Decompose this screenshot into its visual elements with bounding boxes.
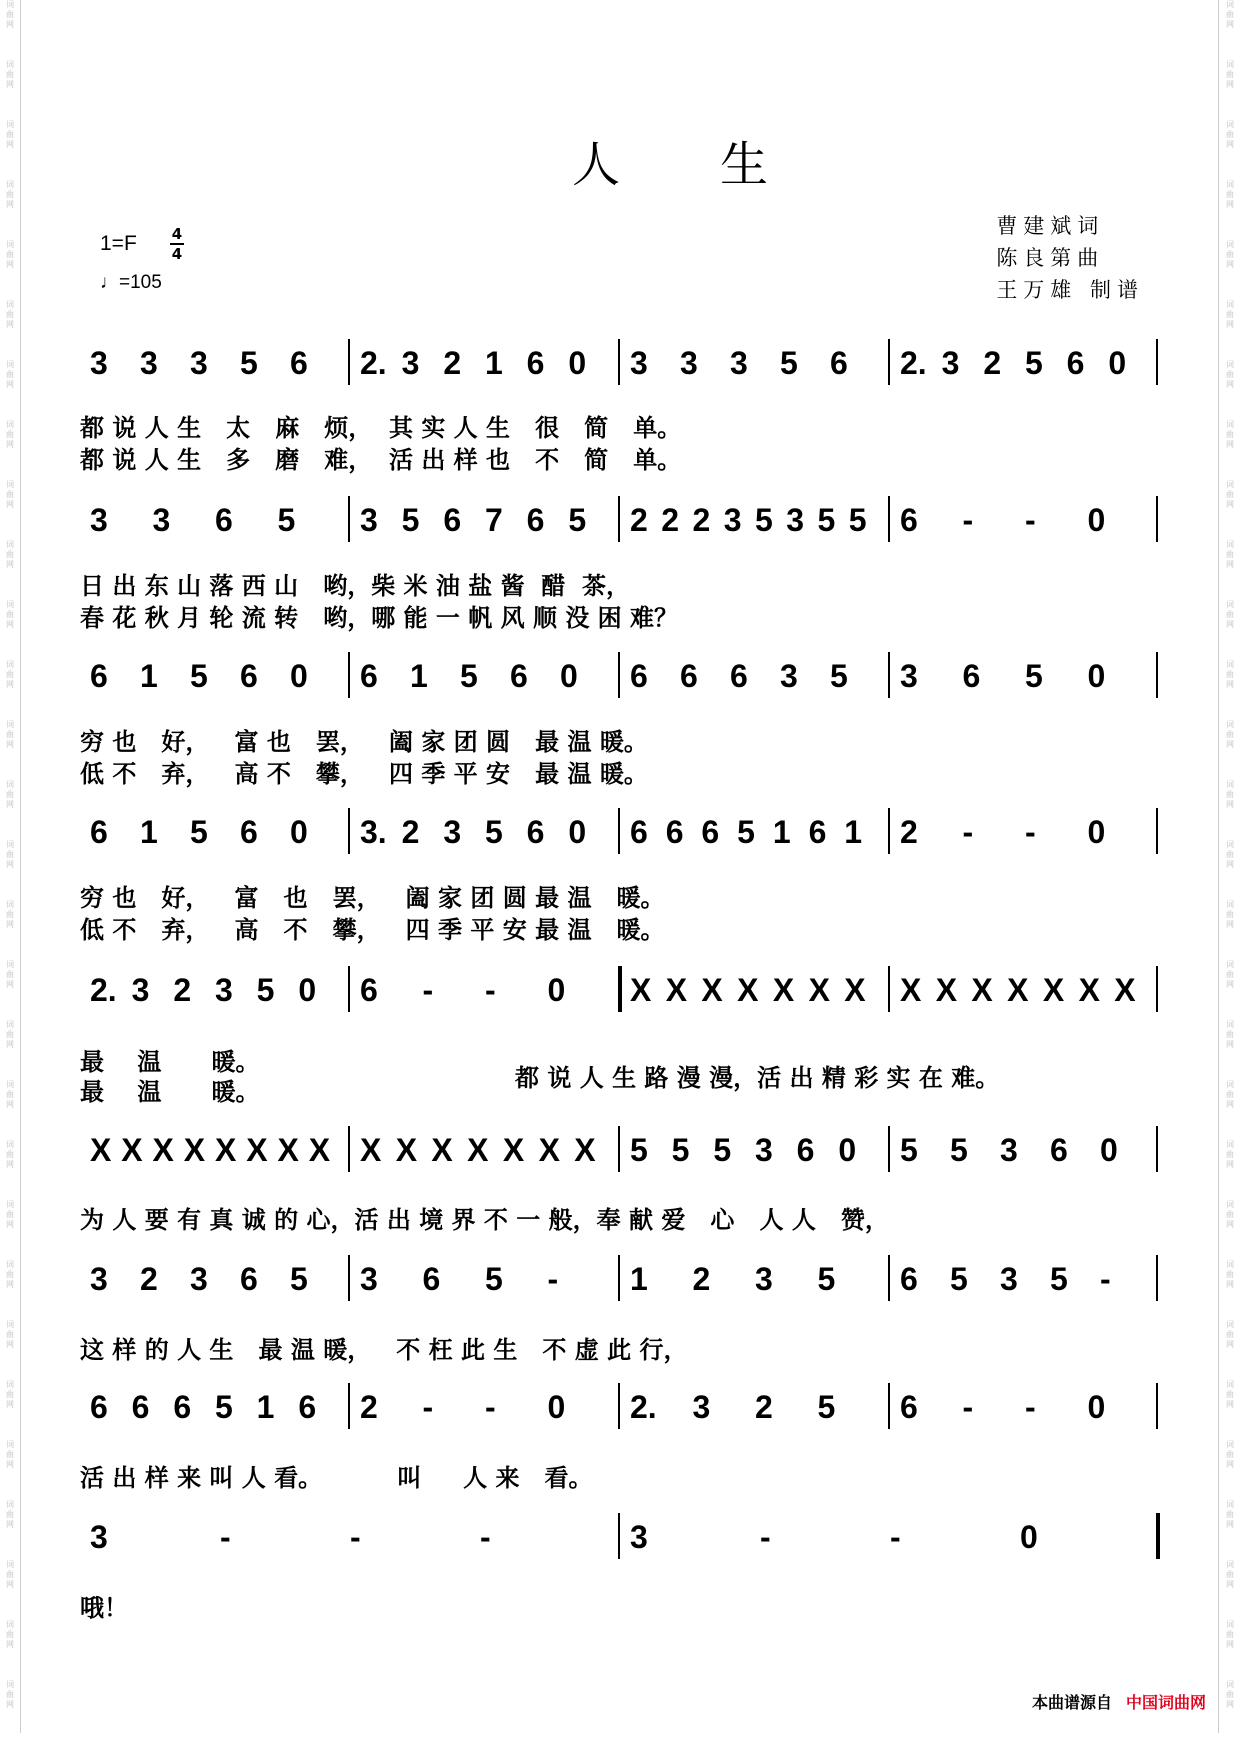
tempo-marking: ♩=105 xyxy=(100,272,162,293)
note: 5 xyxy=(630,1132,648,1168)
note: 7 xyxy=(485,502,503,538)
note: 5 xyxy=(950,1132,968,1168)
note: X xyxy=(900,972,922,1008)
note: X xyxy=(772,972,795,1008)
note: X xyxy=(1114,972,1136,1008)
note: - xyxy=(422,1389,434,1425)
note: 6 xyxy=(443,502,462,538)
barline xyxy=(348,339,350,385)
note: 3 xyxy=(786,502,805,538)
note: X xyxy=(183,1132,206,1168)
note: 2 xyxy=(755,1389,773,1425)
note: X xyxy=(246,1132,268,1168)
barline xyxy=(1156,652,1158,698)
note: 2 xyxy=(900,814,918,850)
notation-line xyxy=(80,1389,1160,1435)
note: 5 xyxy=(830,658,848,694)
note: 1 xyxy=(140,814,158,850)
note: 0 xyxy=(1020,1519,1038,1555)
note: X xyxy=(395,1132,418,1168)
note: - xyxy=(485,1389,496,1425)
lyric-line: 低 不 弃， 高 不 攀， 四 季 平 安 最 温 暖。 xyxy=(80,916,665,944)
note: X xyxy=(701,972,723,1008)
barline xyxy=(618,1126,620,1172)
note: 3 xyxy=(90,1519,108,1555)
credits xyxy=(996,210,1144,306)
note: 6 xyxy=(808,814,827,850)
note: 3 xyxy=(360,502,378,538)
note: X xyxy=(152,1132,174,1168)
lyric-line: 日 出 东 山 落 西 山 哟，柴 米 油 盐 酱 醋 茶， xyxy=(80,572,631,600)
note: 5 xyxy=(817,1389,836,1425)
note: 6 xyxy=(510,658,528,694)
note: 3 xyxy=(360,1261,378,1297)
note: 5 xyxy=(190,658,208,694)
lyric-line: 都 说 人 生 太 麻 烦， 其 实 人 生 很 简 单。 xyxy=(80,414,682,442)
note: 3 xyxy=(140,345,158,381)
note: 1 xyxy=(485,345,503,381)
notation-line xyxy=(80,502,1160,548)
notation-line xyxy=(80,1132,1160,1178)
lyric-line: 哦！ xyxy=(80,1594,128,1622)
time-signature: 4 4 xyxy=(171,225,183,263)
note: 2 xyxy=(692,1261,711,1297)
note: 3 xyxy=(152,502,171,538)
note: - xyxy=(422,972,434,1008)
note: 0 xyxy=(560,658,578,694)
note: 2. xyxy=(900,345,927,381)
notation-line xyxy=(80,1519,1160,1565)
note: 5 xyxy=(755,502,773,538)
note: 5 xyxy=(848,502,867,538)
barline xyxy=(1156,1383,1158,1429)
note: 0 xyxy=(290,658,308,694)
barline xyxy=(888,1255,890,1301)
barline xyxy=(888,496,890,542)
note: 0 xyxy=(547,972,566,1008)
note: 5 xyxy=(1025,345,1043,381)
note: - xyxy=(1100,1261,1111,1297)
note: 3 xyxy=(730,345,748,381)
note: X xyxy=(1007,972,1029,1008)
lyric-line: 低 不 弃， 高 不 攀， 四 季 平 安 最 温 暖。 xyxy=(80,760,648,788)
note: 5 xyxy=(817,502,836,538)
note: 5 xyxy=(277,502,296,538)
note: 6 xyxy=(215,502,233,538)
note: 3 xyxy=(90,502,108,538)
note: X xyxy=(574,1132,596,1168)
barline xyxy=(618,652,620,698)
note: X xyxy=(1078,972,1100,1008)
barline xyxy=(888,1383,890,1429)
note: 0 xyxy=(298,972,317,1008)
note: 5 xyxy=(1050,1261,1068,1297)
note: 2 xyxy=(360,1389,378,1425)
note: 5 xyxy=(1025,658,1043,694)
note: - xyxy=(1025,814,1036,850)
notation-line xyxy=(80,972,1160,1018)
note: 5 xyxy=(900,1132,918,1168)
note: X xyxy=(844,972,866,1008)
note: 2 xyxy=(140,1261,158,1297)
note: 0 xyxy=(1100,1132,1118,1168)
note: X xyxy=(502,1132,525,1168)
lyric-line: 都 说 人 生 路 漫 漫，活 出 精 彩 实 在 难。 xyxy=(515,1064,1000,1092)
note: 1 xyxy=(772,814,791,850)
barline xyxy=(618,1513,620,1559)
barline xyxy=(618,966,622,1012)
note: 0 xyxy=(290,814,308,850)
lyric-line: 这 样 的 人 生 最 温 暖， 不 枉 此 生 不 虚 此 行， xyxy=(80,1336,688,1364)
note: 6 xyxy=(1050,1132,1068,1168)
note: 0 xyxy=(1087,1389,1106,1425)
note: X xyxy=(90,1132,112,1168)
note: 2 xyxy=(443,345,462,381)
lyric-line: 为 人 要 有 真 诚 的 心，活 出 境 界 不 一 般，奉 献 爱 心 人 人 赞， xyxy=(80,1206,889,1234)
note: 6 xyxy=(131,1389,150,1425)
note: 1 xyxy=(140,658,158,694)
note: 3 xyxy=(1000,1132,1018,1168)
note: 6 xyxy=(630,814,648,850)
note: 6 xyxy=(526,345,545,381)
note: 6 xyxy=(665,814,684,850)
left-border xyxy=(20,0,21,1733)
note: X xyxy=(665,972,688,1008)
barline xyxy=(1156,339,1158,385)
note: X xyxy=(467,1132,489,1168)
note: - xyxy=(962,814,974,850)
note: 6 xyxy=(240,1261,258,1297)
note: 1 xyxy=(256,1389,275,1425)
lyric-line: 春 花 秋 月 轮 流 转 哟，哪 能 一 帆 风 顺 没 困 难？ xyxy=(80,604,679,632)
note: 5 xyxy=(817,1261,836,1297)
note: 3. xyxy=(360,814,387,850)
note: 0 xyxy=(1108,345,1127,381)
barline xyxy=(348,1126,350,1172)
note: - xyxy=(890,1519,901,1555)
lyric-line: 穷 也 好， 富 也 罢， 阖 家 团 圆 最 温 暖。 xyxy=(80,884,665,912)
note: 6 xyxy=(701,814,720,850)
note: 6 xyxy=(360,972,378,1008)
note: X xyxy=(630,972,652,1008)
note: 3 xyxy=(630,1519,648,1555)
note: 5 xyxy=(290,1261,308,1297)
note: 2 xyxy=(983,345,1002,381)
note: 5 xyxy=(401,502,420,538)
note: - xyxy=(962,502,974,538)
barline xyxy=(1156,496,1158,542)
note: 2 xyxy=(692,502,711,538)
note: 6 xyxy=(360,658,378,694)
note: 2 xyxy=(401,814,420,850)
note: 0 xyxy=(1087,502,1106,538)
note: X xyxy=(121,1132,143,1168)
note: 2. xyxy=(90,972,117,1008)
lyric-line: 穷 也 好， 富 也 罢， 阖 家 团 圆 最 温 暖。 xyxy=(80,728,648,756)
note: 3 xyxy=(755,1132,773,1168)
note: 6 xyxy=(173,1389,192,1425)
note: X xyxy=(431,1132,453,1168)
note: 6 xyxy=(680,658,698,694)
note: 0 xyxy=(1087,814,1106,850)
note: - xyxy=(350,1519,361,1555)
note: 6 xyxy=(962,658,981,694)
note: 6 xyxy=(900,502,918,538)
note: X xyxy=(360,1132,382,1168)
lyric-line: 活 出 样 来 叫 人 看。 叫 人 来 看。 xyxy=(80,1464,593,1492)
note: - xyxy=(220,1519,231,1555)
barline xyxy=(888,1126,890,1172)
key-signature: 1=F xyxy=(100,232,137,255)
barline xyxy=(348,808,350,854)
note: 3 xyxy=(723,502,742,538)
barline xyxy=(348,966,350,1012)
barline xyxy=(1156,966,1158,1012)
note: 6 xyxy=(298,1389,317,1425)
note: - xyxy=(485,972,496,1008)
note: 5 xyxy=(780,345,798,381)
arranger: 王万雄 制谱 xyxy=(996,278,1144,302)
note: X xyxy=(1042,972,1065,1008)
watermark-right: 词 曲 网 词 曲 网 词 曲 网 词 曲 网 词 曲 网 词 曲 网 词 曲 网 词 曲 网 词 曲 网 词 曲 网 词 曲 网 词 曲 网 词 曲 网 词 曲 网 词 曲 网 词 曲 网 词 曲 网 词 曲 网 词 曲 网 词 曲 网 词 曲 网 词 曲 网 词 曲 网 词 曲 网 词 曲 网 词 曲 网 词 曲 网 词 曲 网 词 曲 网 xyxy=(1226,0,1234,1709)
note: 0 xyxy=(838,1132,857,1168)
note: 1 xyxy=(630,1261,648,1297)
barline xyxy=(618,1255,620,1301)
note: 3 xyxy=(401,345,420,381)
note: 6 xyxy=(900,1389,918,1425)
note: X xyxy=(215,1132,237,1168)
notation-line xyxy=(80,1261,1160,1307)
note: 6 xyxy=(900,1261,918,1297)
lyric-line: 都 说 人 生 多 磨 难， 活 出 样 也 不 简 单。 xyxy=(80,446,682,474)
barline xyxy=(888,808,890,854)
note: 6 xyxy=(830,345,848,381)
note: 6 xyxy=(90,814,108,850)
note: X xyxy=(971,972,993,1008)
footer-label: 本曲谱源自 xyxy=(1031,1693,1112,1712)
note: 3 xyxy=(900,658,918,694)
note: 2 xyxy=(630,502,648,538)
note: 5 xyxy=(737,814,755,850)
note: 0 xyxy=(568,814,587,850)
right-border xyxy=(1218,0,1219,1733)
note: 5 xyxy=(215,1389,233,1425)
note: 0 xyxy=(568,345,587,381)
note: 5 xyxy=(190,814,208,850)
note: 3 xyxy=(941,345,960,381)
note: 3 xyxy=(1000,1261,1018,1297)
notation-line xyxy=(80,345,1160,391)
note: 6 xyxy=(526,814,545,850)
note: 2 xyxy=(173,972,192,1008)
footer xyxy=(1032,1690,1206,1713)
note: - xyxy=(1025,1389,1036,1425)
barline xyxy=(618,339,620,385)
song-title: 人生 xyxy=(571,137,868,193)
note: 5 xyxy=(713,1132,732,1168)
note: 3 xyxy=(443,814,462,850)
barline xyxy=(348,496,350,542)
note: 3 xyxy=(131,972,150,1008)
note: 3 xyxy=(630,345,648,381)
barline xyxy=(348,1255,350,1301)
barline xyxy=(1156,1126,1158,1172)
watermark-left: 词 曲 网 词 曲 网 词 曲 网 词 曲 网 词 曲 网 词 曲 网 词 曲 网 词 曲 网 词 曲 网 词 曲 网 词 曲 网 词 曲 网 词 曲 网 词 曲 网 词 曲 网 词 曲 网 词 曲 网 词 曲 网 词 曲 网 词 曲 网 词 曲 网 词 曲 网 词 曲 网 词 曲 网 词 曲 网 词 曲 网 词 曲 网 词 曲 网 词 曲 网 xyxy=(6,0,14,1709)
barline xyxy=(618,808,620,854)
note: 5 xyxy=(568,502,587,538)
note: X xyxy=(935,972,958,1008)
lyric-line: 最 温 暖。 xyxy=(80,1048,260,1076)
note: 0 xyxy=(547,1389,566,1425)
barline xyxy=(1156,1513,1160,1559)
note: 6 xyxy=(796,1132,815,1168)
barline xyxy=(888,652,890,698)
lyric-line: 最 温 暖。 xyxy=(80,1078,260,1106)
note: 3 xyxy=(190,345,208,381)
note: X xyxy=(808,972,830,1008)
barline xyxy=(1156,1255,1158,1301)
note: X xyxy=(308,1132,331,1168)
note: 5 xyxy=(671,1132,690,1168)
note: 3 xyxy=(215,972,233,1008)
note: 3 xyxy=(90,1261,108,1297)
footer-site-link[interactable]: 中国词曲网 xyxy=(1125,1693,1206,1712)
note: - xyxy=(480,1519,491,1555)
note: 6 xyxy=(240,814,258,850)
note: 3 xyxy=(190,1261,208,1297)
note: 3 xyxy=(780,658,798,694)
note: - xyxy=(760,1519,771,1555)
note: 6 xyxy=(1066,345,1085,381)
barline xyxy=(348,652,350,698)
barline xyxy=(1156,808,1158,854)
note: 6 xyxy=(90,658,108,694)
note: 5 xyxy=(460,658,478,694)
note: 3 xyxy=(755,1261,773,1297)
note: - xyxy=(962,1389,974,1425)
note: 6 xyxy=(290,345,308,381)
note: X xyxy=(277,1132,299,1168)
note: 5 xyxy=(240,345,258,381)
barline xyxy=(618,1383,620,1429)
lyricist: 曹建斌词 xyxy=(996,214,1105,238)
note: 6 xyxy=(730,658,748,694)
note: 3 xyxy=(90,345,108,381)
note: 6 xyxy=(90,1389,108,1425)
note: 2. xyxy=(630,1389,657,1425)
barline xyxy=(618,496,620,542)
composer: 陈良第曲 xyxy=(996,246,1105,270)
note: - xyxy=(547,1261,559,1297)
note: 6 xyxy=(240,658,258,694)
barline xyxy=(348,1383,350,1429)
note: 3 xyxy=(680,345,698,381)
note: 5 xyxy=(485,814,503,850)
note: 6 xyxy=(630,658,648,694)
note: 1 xyxy=(844,814,863,850)
notation-line xyxy=(80,658,1160,704)
note: 6 xyxy=(526,502,545,538)
barline xyxy=(888,966,890,1012)
note: 3 xyxy=(692,1389,711,1425)
barline xyxy=(888,339,890,385)
note: 5 xyxy=(485,1261,503,1297)
note: - xyxy=(1025,502,1036,538)
note: 5 xyxy=(950,1261,968,1297)
note: 2 xyxy=(661,502,680,538)
note: 2. xyxy=(360,345,387,381)
note: 1 xyxy=(410,658,428,694)
notation-line xyxy=(80,814,1160,860)
note: 0 xyxy=(1087,658,1106,694)
note: 6 xyxy=(422,1261,441,1297)
note: 5 xyxy=(256,972,275,1008)
note: X xyxy=(737,972,759,1008)
note: X xyxy=(538,1132,560,1168)
